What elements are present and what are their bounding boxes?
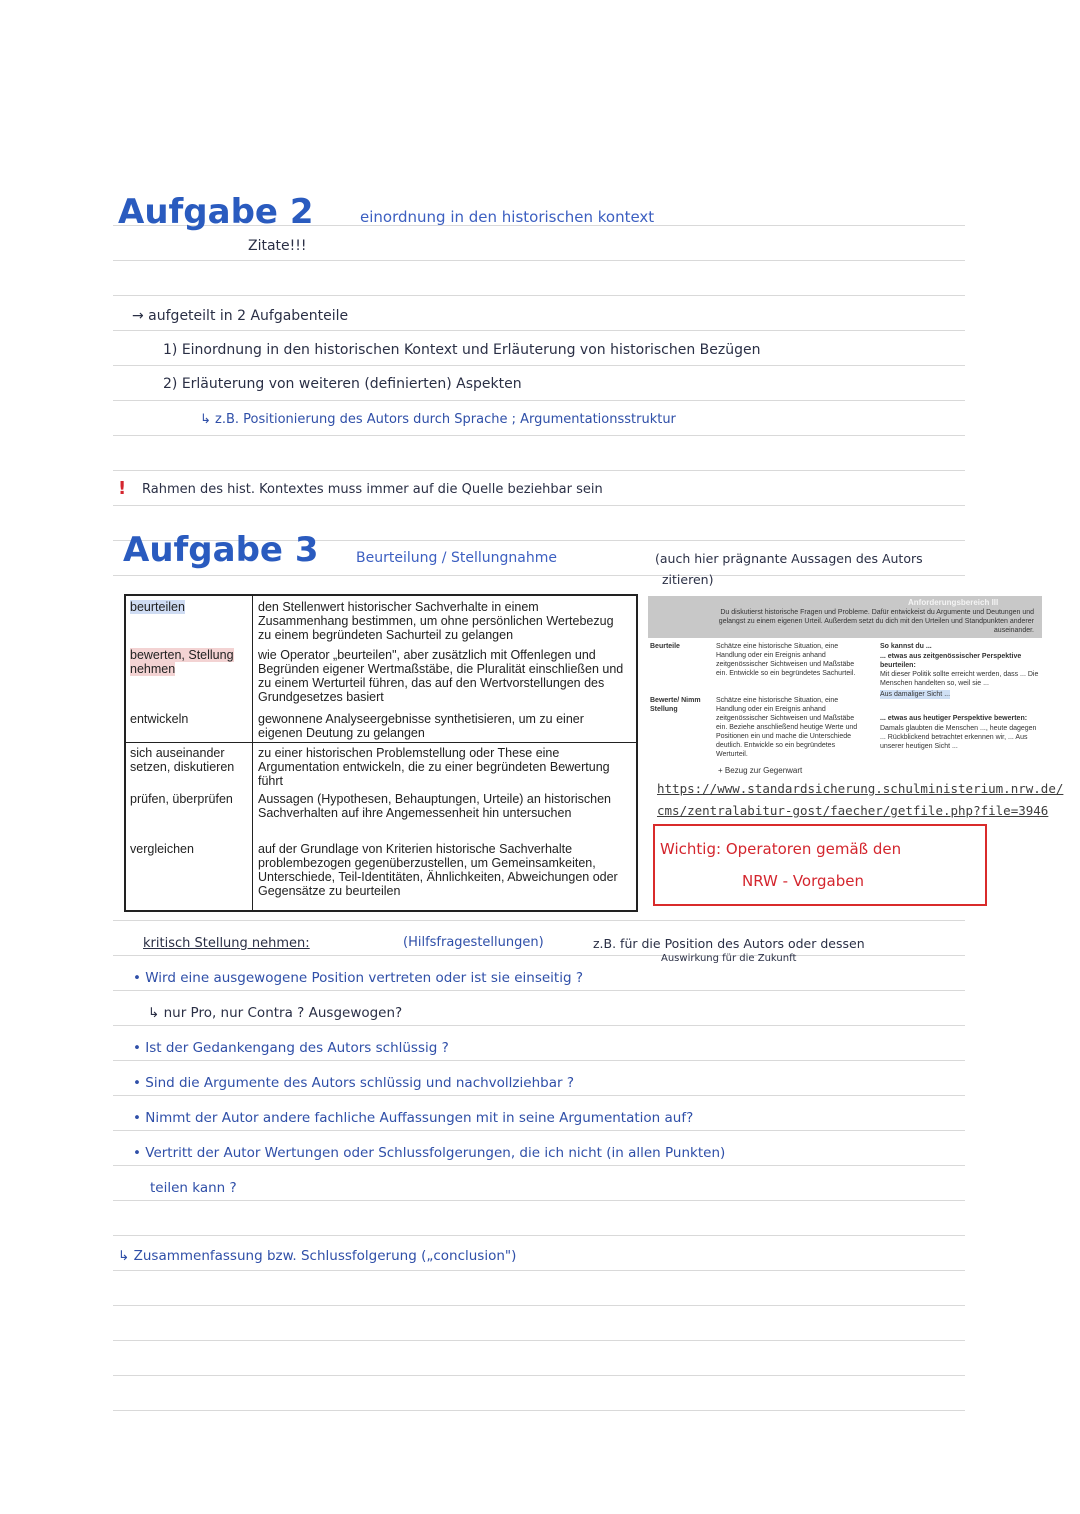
- operator-definition: den Stellenwert historischer Sachverhalte in einem Zusammenhang bestimmen, um ohne persönlichen Wertebezug zu einem begründeten Sachurteil zu gelangen: [258, 600, 614, 642]
- question-1: • Wird eine ausgewogene Position vertreten oder ist sie einseitig ?: [133, 970, 584, 986]
- important-line2: NRW - Vorgaben: [742, 872, 864, 890]
- aufgabe2-subtitle: einordnung in den historischen kontext: [360, 208, 655, 226]
- aufgabe2-item2-sub: ↳ z.B. Positionierung des Autors durch Sprache ; Argumentationsstruktur: [200, 412, 676, 427]
- screenshot-col3-a-title: ... etwas aus zeitgenössischer Perspektive beurteilen:: [880, 653, 1022, 669]
- screenshot-col3-b-title: ... etwas aus heutiger Perspektive bewerten:: [880, 715, 1028, 722]
- question-1-sub: ↳ nur Pro, nur Contra ? Ausgewogen?: [148, 1005, 403, 1021]
- question-5: • Vertritt der Autor Wertungen oder Schlussfolgerungen, die ich nicht (in allen Punkten): [133, 1145, 726, 1161]
- screenshot-row2-text: Schätze eine historische Situation, eine Handlung oder ein Ereignis anhand zeitgenössischer Sichtweisen und Maßstäbe ein. Beziehe anschließend heutige Werte und Positionen ein und mache die Unterschiede deutlich. Entwickle so ein begründetes Werturteil.: [716, 697, 858, 758]
- operator-table: [124, 594, 638, 912]
- kritisch-note-2: Auswirkung für die Zukunft: [661, 953, 797, 964]
- question-5-cont: teilen kann ?: [150, 1180, 237, 1196]
- kritisch-note-1: z.B. für die Position des Autors oder dessen: [593, 936, 865, 951]
- aufgabe2-line1: → aufgeteilt in 2 Aufgabenteile: [132, 308, 349, 324]
- kritisch-heading: kritisch Stellung nehmen:: [143, 936, 310, 951]
- aufgabe2-item1: 1) Einordnung in den historischen Kontext und Erläuterung von historischen Bezügen: [163, 342, 761, 358]
- operator-term: sich auseinander setzen, diskutieren: [130, 746, 235, 774]
- screenshot-annotation: + Bezug zur Gegenwart: [718, 766, 803, 775]
- operator-definition: zu einer historischen Problemstellung oder These eine Argumentation entwickeln, die zu einer begründeten Bewertung führt: [258, 746, 610, 788]
- screenshot-col3-a-hl: Aus damaliger Sicht ...: [880, 691, 951, 698]
- aufgabe2-warning: Rahmen des hist. Kontextes muss immer auf die Quelle beziehbar sein: [142, 482, 603, 497]
- screenshot-col3-a-text: Mit dieser Politik sollte erreicht werden, dass ... Die Menschen handelten so, weil sie ...: [880, 671, 1039, 687]
- aufgabe3-subtitle: Beurteilung / Stellungnahme: [356, 550, 557, 566]
- zitate-note: Zitate!!!: [248, 238, 307, 254]
- aufgabe3-title: Aufgabe 3: [123, 530, 319, 570]
- operator-definition: auf der Grundlage von Kriterien historische Sachverhalte problembezogen gegenüberzustellen, um Gemeinsamkeiten, Unterschiede, Teil-Identitäten, Ähnlichkeiten, Abweichungen oder Gegensätze zu beurteilen: [258, 842, 618, 898]
- screenshot-row1-label: Beurteile: [650, 643, 680, 650]
- screenshot-row1-text: Schätze eine historische Situation, eine Handlung oder ein Ereignis anhand zeitgenössischer Sichtweisen und Maßstäbe ein. Entwickle so ein begründetes Sachurteil.: [716, 643, 856, 677]
- aufgabe2-title: Aufgabe 2: [118, 192, 314, 232]
- question-2: • Ist der Gedankengang des Autors schlüssig ?: [133, 1040, 449, 1056]
- aufgabe3-side-note-1: (auch hier prägnante Aussagen des Autors: [655, 551, 923, 566]
- aufgabe3-side-note-2: zitieren): [662, 572, 714, 587]
- operator-definition: gewonnene Analyseergebnisse synthetisieren, um zu einer eigenen Deutung zu gelangen: [258, 712, 584, 740]
- operator-term: bewerten, Stellung nehmen: [130, 648, 234, 676]
- screenshot-row2-label: Bewerte/ Nimm Stellung: [650, 697, 701, 713]
- screenshot-header-title: Anforderungsbereich III: [908, 598, 999, 607]
- screenshot-col3-b-text: Damals glaubten die Menschen ..., heute dagegen ... Rückblickend betrachtet erkennen wir, ... Aus unserer heutigen Sicht ...: [880, 725, 1037, 750]
- operator-term: vergleichen: [130, 842, 194, 856]
- conclusion: ↳ Zusammenfassung bzw. Schlussfolgerung („conclusion"): [118, 1248, 517, 1264]
- question-3: • Sind die Argumente des Autors schlüssig und nachvollziehbar ?: [133, 1075, 574, 1091]
- operator-definition: wie Operator „beurteilen", aber zusätzlich mit Offenlegen und Begründen eigener Wertmaßstäbe, die Pluralität einschließen und zu einem Werturteil führen, das auf den Wertvorstellungen des Grundgesetzes basiert: [258, 648, 624, 704]
- operator-term: prüfen, überprüfen: [130, 792, 233, 806]
- aufgabe2-item2: 2) Erläuterung von weiteren (definierten) Aspekten: [163, 376, 522, 392]
- source-url-line2[interactable]: cms/zentralabitur-gost/faecher/getfile.php?file=3946: [657, 803, 1049, 818]
- question-4: • Nimmt der Autor andere fachliche Auffassungen mit in seine Argumentation auf?: [133, 1110, 694, 1126]
- warning-icon: !: [118, 478, 127, 499]
- screenshot-header-text: Du diskutierst historische Fragen und Probleme. Dafür entwickeist du Argumente und Deutungen und gelangst zu einem eigenen Urteil. Außerdem setzt du dich mit den Urteilen und Standpunkten anderer auseinander.: [718, 609, 1034, 634]
- operator-screenshot: [648, 596, 1042, 776]
- important-line1: Wichtig: Operatoren gemäß den: [660, 840, 902, 858]
- kritisch-hint: (Hilfsfragestellungen): [403, 935, 544, 950]
- source-url-line1[interactable]: https://www.standardsicherung.schulministerium.nrw.de/: [657, 781, 1064, 796]
- screenshot-col3-head: So kannst du ...: [880, 643, 932, 650]
- operator-term: beurteilen: [130, 600, 185, 614]
- important-box: [653, 824, 987, 906]
- operator-definition: Aussagen (Hypothesen, Behauptungen, Urteile) an historischen Sachverhalten auf ihre Angemessenheit hin untersuchen: [258, 792, 611, 820]
- operator-term: entwickeln: [130, 712, 189, 726]
